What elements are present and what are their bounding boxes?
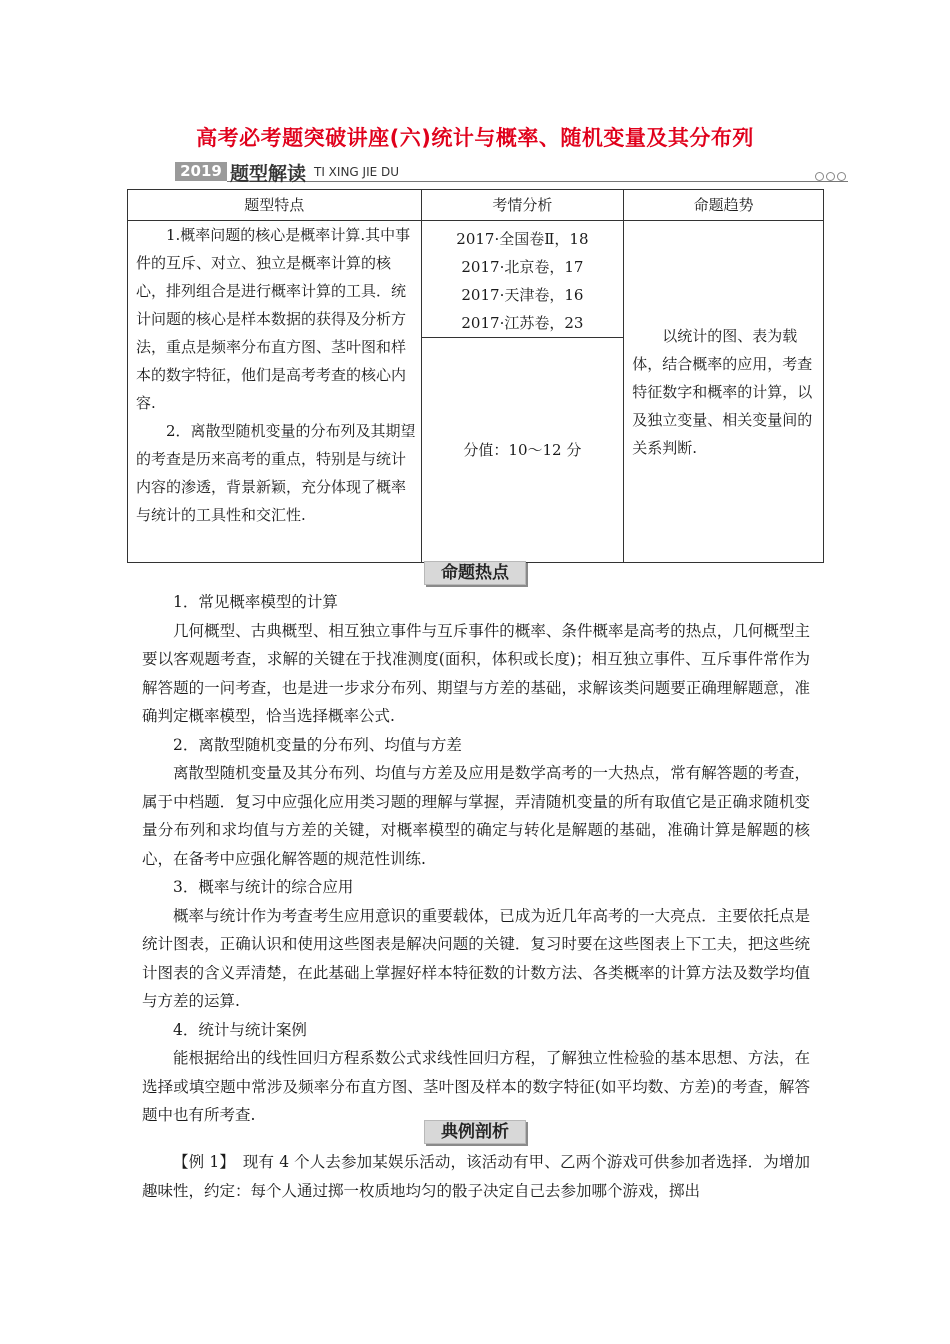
topic-heading: 3．概率与统计的综合应用 (173, 878, 354, 896)
banner-pinyin: TI XING JIE DU (314, 165, 400, 179)
exam-item: 2017·天津卷，16 (461, 286, 584, 304)
exam-item: 2017·江苏卷，23 (461, 314, 584, 332)
banner-label: 题型解读 (230, 163, 307, 185)
topic-text: 能根据给出的线性回归方程系数公式求线性回归方程，了解独立性检验的基本思想、方法，在选择或填空题中常涉及频率分布直方图、茎叶图及样本的数字特征(如平均数、方差)的考查，解答题中也有所考查. (142, 1049, 810, 1124)
topics-body (142, 588, 810, 1130)
example-body (142, 1148, 810, 1205)
topic-text: 离散型随机变量及其分布列、均值与方差及应用是数学高考的一大热点，常有解答题的考查，属于中档题．复习中应强化应用类习题的理解与掌握，弄清随机变量的所有取值它是正确求随机变量分布列和求均值与方差的关键，对概率模型的确定与转化是解题的基础，准确计算是解题的核心，在备考中应强化解答题的规范性训练. (142, 764, 810, 868)
topic-heading: 1．常见概率模型的计算 (173, 593, 338, 611)
score-cell: 分值：10～12 分 (421, 338, 624, 563)
section-hotspots (0, 561, 950, 585)
topic-heading: 2．离散型随机变量的分布列、均值与方差 (173, 735, 462, 754)
topic-text: 几何概型、古典概型、相互独立事件与互斥事件的概率、条件概率是高考的热点，几何概型主要以客观题考查，求解的关键在于找准测度(面积，体积或长度)；相互独立事件、互斥事件常作为解答题的一问考查，也是进一步求分布列、期望与方差的基础，求解该类问题要正确理解题意，准确判定概率模型，恰当选择概率公式. (142, 621, 810, 725)
topic-heading: 4．统计与统计案例 (173, 1020, 307, 1039)
feature-1: 1.概率问题的核心是概率计算.其中事件的互斥、对立、独立是概率计算的核心，排列组合是进行概率计算的工具．统计问题的核心是样本数据的获得及分析方法，重点是频率分布直方图、茎叶图和样本的数字特征，他们是高考考查的核心内容. (136, 226, 411, 412)
feature-2: 2．离散型随机变量的分布列及其期望的考查是历来高考的重点，特别是与统计内容的渗透，背景新颖，充分体现了概率与统计的工具性和交汇性. (136, 422, 416, 524)
exams-cell (421, 221, 624, 338)
banner-year: 2019 (175, 162, 227, 181)
overview-table (127, 189, 824, 563)
header-features: 题型特点 (128, 190, 422, 221)
page-title: 高考必考题突破讲座(六)统计与概率、随机变量及其分布列 (196, 126, 754, 150)
section-examples (0, 1120, 950, 1144)
banner-rule (227, 181, 848, 182)
example-text: 【例 1】 现有 4 个人去参加某娱乐活动，该活动有甲、乙两个游戏可供参加者选择．为增加趣味性，约定：每个人通过掷一枚质地均匀的骰子决定自己去参加哪个游戏，掷出 (142, 1153, 810, 1200)
section-hotspots-label: 命题热点 (424, 561, 526, 585)
exam-item: 2017·全国卷Ⅱ，18 (456, 230, 589, 248)
section-examples-label: 典例剖析 (424, 1120, 526, 1144)
section-banner (175, 160, 848, 184)
banner-dots-icon (813, 166, 846, 185)
trend-cell (624, 221, 824, 563)
exam-item: 2017·北京卷，17 (461, 258, 584, 276)
header-trend: 命题趋势 (624, 190, 824, 221)
features-cell (128, 221, 422, 563)
trend-text: 以统计的图、表为载体，结合概率的应用，考查特征数字和概率的计算，以及独立变量、相关变量间的关系判断. (632, 326, 813, 457)
header-exams: 考情分析 (421, 190, 624, 221)
topic-text: 概率与统计作为考查考生应用意识的重要载体，已成为近几年高考的一大亮点．主要依托点是统计图表，正确认识和使用这些图表是解决问题的关键．复习时要在这些图表上下工夫，把这些统计图表的含义弄清楚，在此基础上掌握好样本特征数的计数方法、各类概率的计算方法及数学均值与方差的运算. (142, 906, 810, 1010)
